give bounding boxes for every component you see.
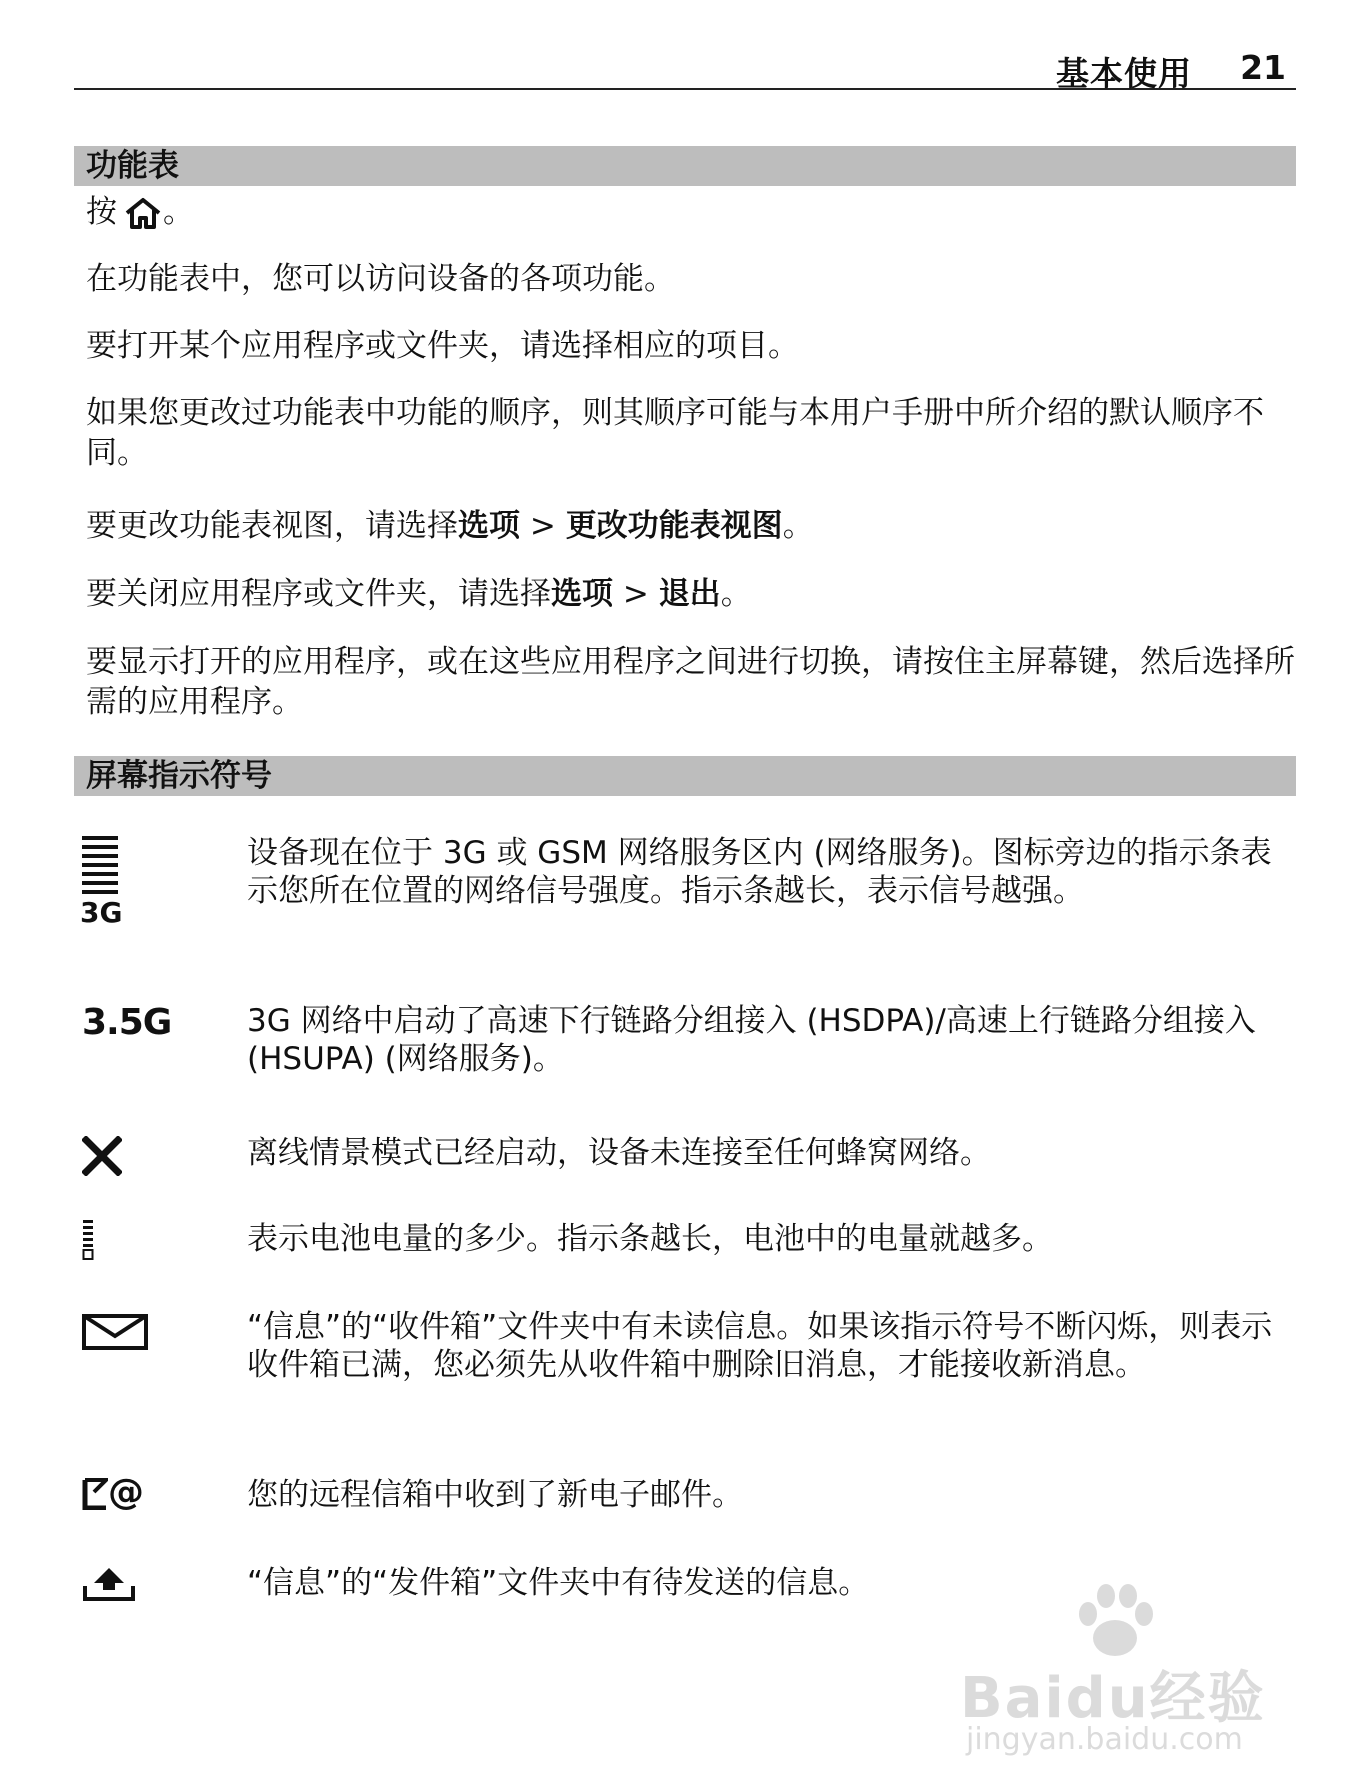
- menu-separator: >: [520, 508, 566, 544]
- chapter-title: 基本使用: [1056, 54, 1192, 93]
- close-app-suffix: 。: [720, 576, 752, 612]
- watermark-brand: Baidu经验: [960, 1666, 1266, 1731]
- exit-menu-label: 退出: [658, 576, 721, 612]
- change-view-prefix: 要更改功能表视图，请选择: [86, 508, 458, 544]
- change-view-menu-label: 更改功能表视图: [565, 508, 783, 544]
- indicator-3.5g-text: 3G 网络中启动了高速下行链路分组接入 (HSDPA)/高速上行链路分组接入 (HSUPA) (网络服务)。: [247, 1003, 1256, 1077]
- paragraph-switch-apps: 要显示打开的应用程序，或在这些应用程序之间进行切换，请按住主屏幕键，然后选择所需的应用程序。: [86, 644, 1295, 720]
- press-suffix: 。: [163, 194, 194, 230]
- 3g-label: 3G: [80, 896, 123, 929]
- press-text: 按: [86, 194, 117, 230]
- paragraph-close-app: [86, 574, 1296, 614]
- page-header: [74, 44, 1296, 93]
- section-title-menu: 功能表: [74, 146, 1296, 186]
- page-number: 21: [1240, 48, 1286, 87]
- battery-icon: [82, 1220, 96, 1264]
- outbox-upload-icon: [82, 1566, 136, 1606]
- paragraph-menu-intro: 在功能表中，您可以访问设备的各项功能。: [86, 261, 675, 297]
- paragraph-order-note: 如果您更改过功能表中功能的顺序，则其顺序可能与本用户手册中所介绍的默认顺序不同。: [86, 395, 1264, 471]
- indicator-inbox-text: “信息”的“收件箱”文件夹中有未读信息。如果该指示符号不断闪烁，则表示收件箱已满，您必须先从收件箱中删除旧消息，才能接收新消息。: [247, 1309, 1273, 1383]
- indicator-offline-text: 离线情景模式已经启动，设备未连接至任何蜂窝网络。: [247, 1135, 991, 1171]
- envelope-icon: [82, 1314, 148, 1354]
- options-menu-label: 选项: [551, 576, 613, 612]
- 3g-signal-icon: [82, 836, 122, 934]
- press-home-line: [86, 192, 1296, 240]
- indicator-3g-text: 设备现在位于 3G 或 GSM 网络服务区内 (网络服务)。图标旁边的指示条表示您所在位置的网络信号强度。指示条越长，表示信号越强。: [247, 835, 1272, 909]
- options-menu-label: 选项: [458, 508, 520, 544]
- section-title-indicators: 屏幕指示符号: [74, 756, 1296, 796]
- offline-x-icon: [82, 1136, 122, 1180]
- close-app-prefix: 要关闭应用程序或文件夹，请选择: [86, 576, 551, 612]
- paragraph-change-view: [86, 506, 1296, 546]
- indicator-remote-mail-text: 您的远程信箱中收到了新电子邮件。: [247, 1477, 743, 1513]
- indicator-outbox-text: “信息”的“发件箱”文件夹中有待发送的信息。: [247, 1565, 870, 1601]
- 3.5g-icon: 3.5G: [82, 1002, 172, 1043]
- baidu-watermark: [960, 1580, 1290, 1760]
- remote-mail-icon: [82, 1472, 144, 1514]
- watermark-url: jingyan.baidu.com: [966, 1722, 1243, 1757]
- at-sign-label: @: [108, 1472, 144, 1513]
- paw-logo-icon: [1070, 1580, 1160, 1660]
- home-icon: [123, 196, 163, 240]
- change-view-suffix: 。: [782, 508, 814, 544]
- paragraph-open-app: 要打开某个应用程序或文件夹，请选择相应的项目。: [86, 328, 799, 364]
- indicator-battery-text: 表示电池电量的多少。指示条越长，电池中的电量就越多。: [247, 1221, 1053, 1257]
- menu-separator: >: [613, 576, 659, 612]
